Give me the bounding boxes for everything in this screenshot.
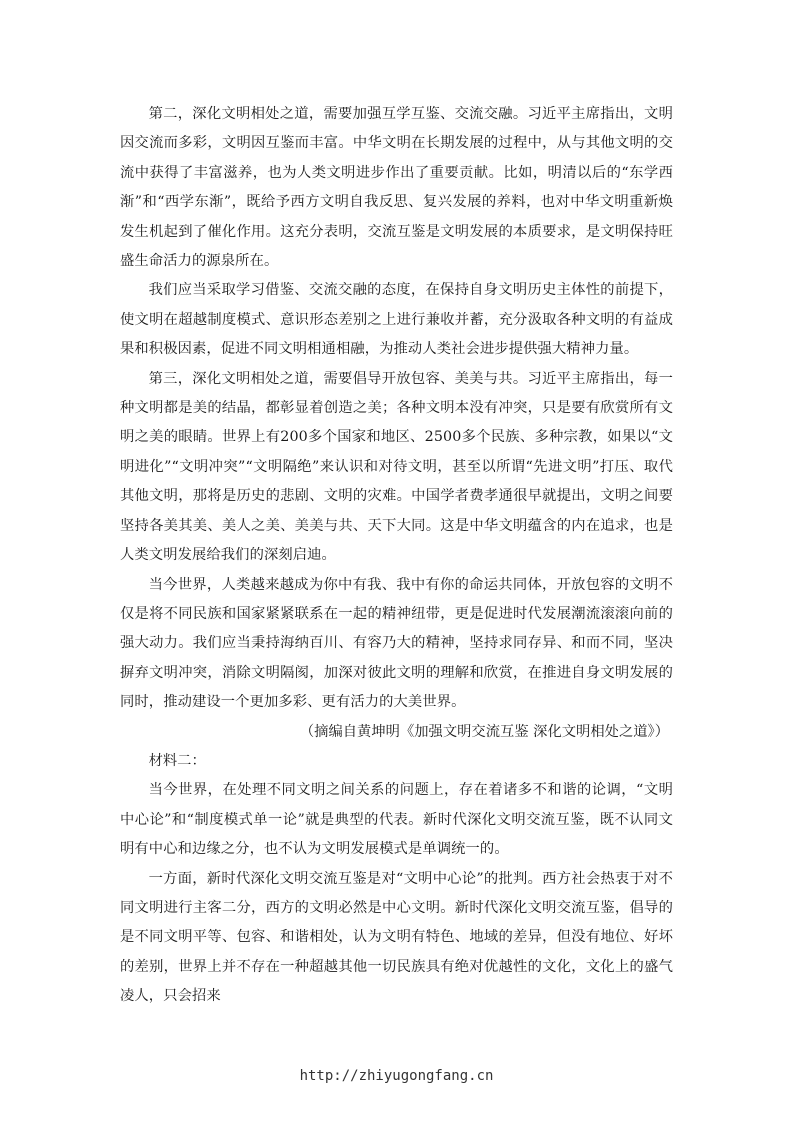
paragraph: 一方面，新时代深化文明交流互鉴是对“文明中心论”的批判。西方社会热衷于对不同文明进行主客二分，西方的文明必然是中心文明。新时代深化文明交流互鉴，倡导的是不同文明平等、包容、和谐相处，认为文明有特色、地域的差异，但没有地位、好坏的差别，世界上并不存在一种超越其他一切民族具有绝对优越性的文化，文化上的盛气凌人，只会招来: [120, 870, 673, 1005]
paragraph: 当今世界，人类越来越成为你中有我、我中有你的命运共同体，开放包容的文明不仅是将不同民族和国家紧紧联系在一起的精神纽带，更是促进时代发展潮流滚滚向前的强大动力。我们应当秉持海纳百川、有容乃大的精神，坚持求同存异、和而不同，坚决摒弃文明冲突，消除文明隔阂，加深对彼此文明的理解和欣赏，在推进自身文明发展的同时，推动建设一个更加多彩、更有活力的大美世界。: [120, 576, 673, 711]
paragraph: 第二，深化文明相处之道，需要加强互学互鉴、交流交融。习近平主席指出，文明因交流而多彩，文明因互鉴而丰富。中华文明在长期发展的过程中，从与其他文明的交流中获得了丰富滋养，也为人类文明进步作出了重要贡献。比如，明清以后的“东学西渐”和“西学东渐”，既给予西方文明自我反思、复兴发展的养料，也对中华文明重新焕发生机起到了催化作用。这充分表明，交流互鉴是文明发展的本质要求，是文明保持旺盛生命活力的源泉所在。: [120, 106, 673, 270]
paragraph: 第三，深化文明相处之道，需要倡导开放包容、美美与共。习近平主席指出，每一种文明都是美的结晶，都彰显着创造之美；各种文明本没有冲突，只是要有欣赏所有文明之美的眼睛。世界上有200多个国家和地区、2500多个民族、多种宗教，如果以“文明进化”“文明冲突”“文明隔绝”来认识和对待文明，甚至以所谓“先进文明”打压、取代其他文明，那将是历史的悲剧、文明的灾难。中国学者费孝通很早就提出，文明之间要坚持各美其美、美人之美、美美与共、天下大同。这是中华文明蕴含的内在追求，也是人类文明发展给我们的深刻启迪。: [120, 370, 673, 564]
paragraph: 当今世界，在处理不同文明之间关系的问题上，存在着诸多不和谐的论调，“文明中心论”和“制度模式单一论”就是典型的代表。新时代深化文明交流互鉴，既不认同文明有中心和边缘之分，也不认为文明发展模式是单调统一的。: [120, 782, 673, 858]
paragraph: 我们应当采取学习借鉴、交流交融的态度，在保持自身文明历史主体性的前提下，使文明在超越制度模式、意识形态差别之上进行兼收并蓄，充分汲取各种文明的有益成果和积极因素，促进不同文明相通相融，为推动人类社会进步提供强大精神力量。: [120, 282, 673, 358]
material-heading: 材料二：: [148, 752, 206, 769]
footer-url: http://zhiyugongfang.cn: [299, 1068, 494, 1084]
source-citation: （摘编自黄坤明《加强文明交流互鉴 深化文明相处之道》）: [299, 723, 669, 740]
document-body: [120, 100, 673, 1012]
